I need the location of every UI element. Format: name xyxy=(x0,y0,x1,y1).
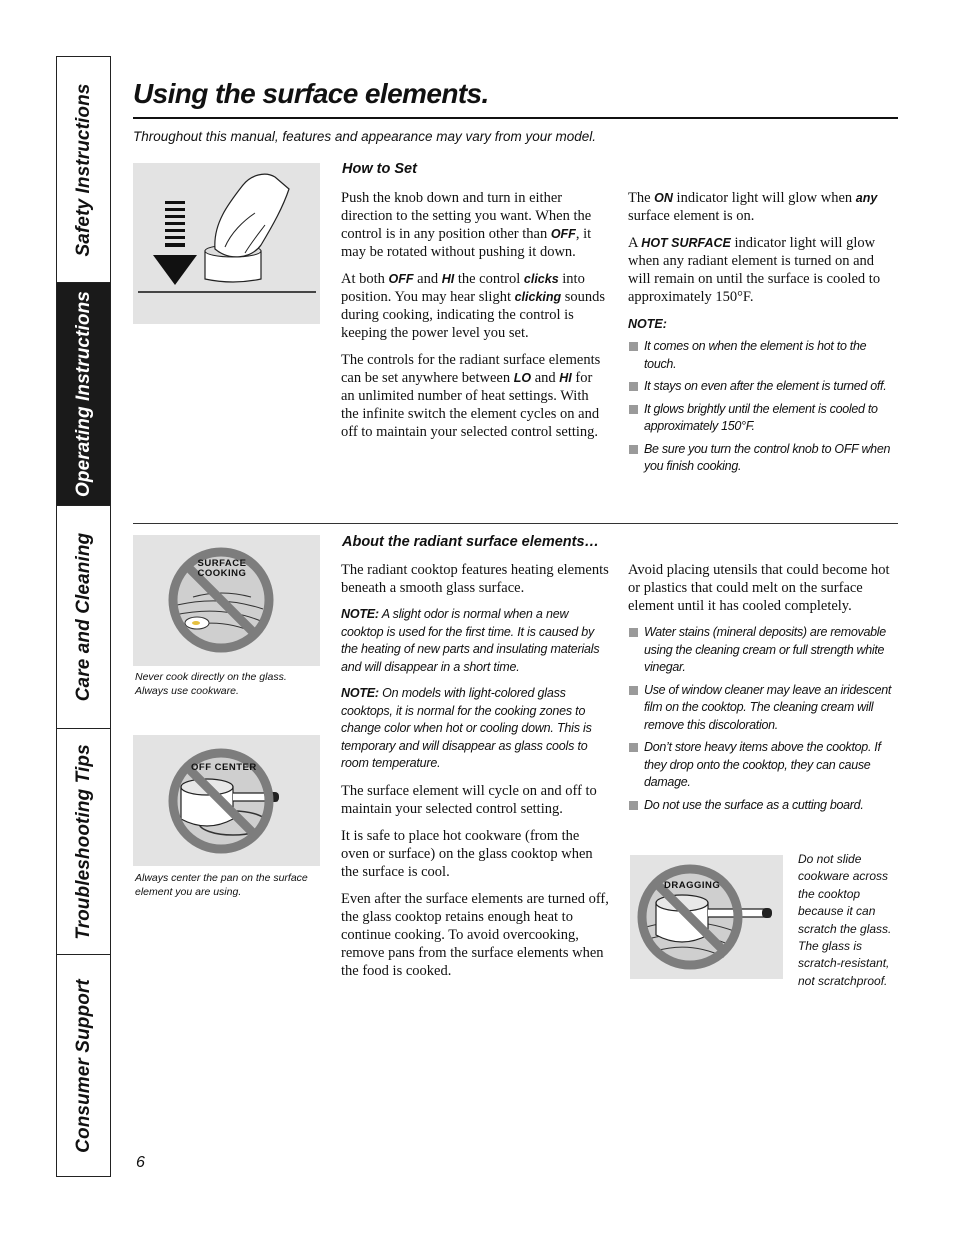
paragraph xyxy=(341,270,609,342)
tab-label: Operating Instructions xyxy=(72,291,94,497)
paragraph xyxy=(341,351,609,441)
text: surface element is on. xyxy=(628,208,755,224)
radiant-column-1 xyxy=(341,561,609,989)
off-center-illustration xyxy=(133,735,320,866)
paragraph: The radiant cooktop features heating elements beneath a smooth glass surface. xyxy=(341,562,609,596)
paragraph: It is safe to place hot cookware (from the oven or surface) on the glass cooktop when the surface is cool. xyxy=(341,827,593,880)
list-item: It stays on even after the element is turned off. xyxy=(628,378,898,396)
hi-label: HI xyxy=(441,272,455,286)
text: and xyxy=(413,271,442,287)
clicking-label: clicking xyxy=(514,290,562,304)
page-number: 6 xyxy=(136,1154,145,1171)
paragraph xyxy=(341,189,609,261)
how-to-set-column-1 xyxy=(341,189,609,450)
figure-caption: Never cook directly on the glass. Always use cookware. xyxy=(135,671,287,697)
off-label: OFF xyxy=(388,272,414,286)
text: for an unlimited number of heat settings. With the infinite switch the element cycles on and off to maintain your selected control setting. xyxy=(341,370,600,440)
how-to-set-heading: How to Set xyxy=(342,161,417,177)
note-label: NOTE: xyxy=(628,317,667,331)
text: Push the knob down and turn in either direction to the setting you want. When the control is in any position other than xyxy=(341,190,592,242)
hi-label: HI xyxy=(559,371,572,385)
lo-label: LO xyxy=(513,371,532,385)
tab-operating-instructions[interactable] xyxy=(57,283,110,506)
note-label: NOTE: xyxy=(341,607,379,621)
radiant-column-2 xyxy=(628,561,900,819)
paragraph xyxy=(628,234,898,306)
knob-illustration xyxy=(133,163,320,324)
text: On models with light-colored glass cooktops, it is normal for the cooking zones to change color when hot or cooling down. This is temporary and will disappear as glass cools to room temperature. xyxy=(341,686,592,770)
list-item: Use of window cleaner may leave an iridescent film on the cooktop. The cleaning cream will remove this discoloration. xyxy=(628,682,900,735)
note-paragraph xyxy=(341,606,609,676)
paragraph xyxy=(628,189,898,225)
tab-label: Care and Cleaning xyxy=(72,532,94,702)
surface-cooking-badge: SURFACE COOKING xyxy=(197,558,247,579)
text: sounds during cooking, indicating the control is keeping the power level you set. xyxy=(341,289,606,341)
push-knob-icon xyxy=(133,163,320,324)
text: The xyxy=(628,190,655,206)
tab-label: Consumer Support xyxy=(72,978,94,1153)
radiant-heading: About the radiant surface elements… xyxy=(342,534,600,550)
dragging-badge: DRAGGING xyxy=(664,880,721,891)
paragraph: The surface element will cycle on and off to maintain your selected control setting. xyxy=(341,782,597,817)
tab-label: Troubleshooting Tips xyxy=(72,743,94,940)
paragraph: Avoid placing utensils that could become hot or plastics that could melt on the surface element until it has cooled completely. xyxy=(628,562,890,614)
hot-surface-label: HOT SURFACE xyxy=(641,236,731,250)
on-label: ON xyxy=(654,191,673,205)
tab-care-and-cleaning[interactable] xyxy=(57,506,110,729)
no-surface-cooking-icon xyxy=(133,535,320,666)
surface-cooking-illustration xyxy=(133,535,320,666)
text: into position. You may hear slight xyxy=(341,271,585,305)
list-item: Do not use the surface as a cutting board. xyxy=(628,797,900,815)
how-to-set-column-2 xyxy=(628,189,898,481)
figure-caption: Always center the pan on the surface element you are using. xyxy=(135,872,308,898)
dragging-illustration xyxy=(630,855,783,979)
section-divider xyxy=(133,523,898,524)
text: At both xyxy=(341,271,389,287)
any-label: any xyxy=(855,191,878,205)
text: A xyxy=(628,235,642,251)
tab-label: Safety Instructions xyxy=(72,83,94,256)
title-divider xyxy=(133,117,898,119)
text: A slight odor is normal when a new cooktop is used for the first time. It is caused by the heating of new parts and insulating materials and will disappear in a short time. xyxy=(341,607,600,674)
text: indicator light will glow when any radiant element is turned on and will remain on until the surface is cooled to approximately 150°F. xyxy=(628,235,881,305)
page-subtitle: Throughout this manual, features and appearance may vary from your model. xyxy=(133,129,596,144)
note-list xyxy=(628,338,898,476)
note-paragraph xyxy=(341,685,609,773)
note-label: NOTE: xyxy=(341,686,379,700)
clicks-label: clicks xyxy=(523,272,559,286)
list-item: Water stains (mineral deposits) are removable using the cleaning cream or full strength white vinegar. xyxy=(628,624,900,677)
text: indicator light will glow when xyxy=(672,190,856,206)
text: the control xyxy=(454,271,524,287)
tips-list xyxy=(628,624,900,814)
list-item: Be sure you turn the control knob to OFF when you finish cooking. xyxy=(628,441,898,476)
no-off-center-icon xyxy=(133,735,320,866)
off-center-badge: OFF CENTER xyxy=(191,762,257,773)
list-item: It glows brightly until the element is cooled to approximately 150°F. xyxy=(628,401,898,436)
text: and xyxy=(531,370,560,386)
page-title: Using the surface elements. xyxy=(133,78,489,109)
off-label: OFF xyxy=(550,227,576,241)
no-dragging-icon xyxy=(630,855,783,979)
tab-troubleshooting-tips[interactable] xyxy=(57,729,110,955)
figure-caption: Do not slide cookware across the cooktop because it can scratch the glass. The glass is scratch-resistant, not scratchproof. xyxy=(798,852,892,988)
side-tab-bar xyxy=(56,56,111,1177)
tab-consumer-support[interactable] xyxy=(57,955,110,1176)
list-item: It comes on when the element is hot to the touch. xyxy=(628,338,898,373)
list-item: Don’t store heavy items above the cooktop. If they drop onto the cooktop, they can cause damage. xyxy=(628,739,900,792)
text: The controls for the radiant surface elements can be set anywhere between xyxy=(341,352,601,386)
tab-safety-instructions[interactable] xyxy=(57,57,110,283)
text: , it may be rotated without pushing it down. xyxy=(341,226,592,260)
paragraph: Even after the surface elements are turned off, the glass cooktop retains enough heat to continue cooking. To avoid overcooking, remove pans from the surface elements when the food is cooked. xyxy=(341,890,609,979)
